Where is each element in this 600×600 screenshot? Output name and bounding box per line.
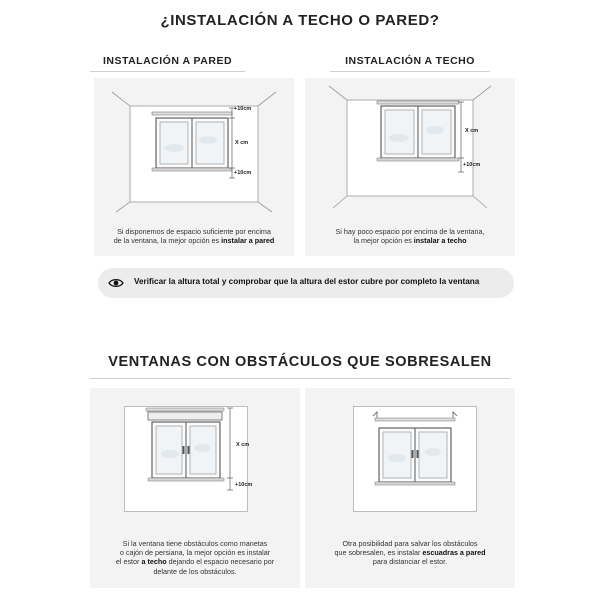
obstacle-ceiling-card: [90, 388, 300, 588]
ceiling-install-card: [305, 78, 515, 256]
page-title: ¿INSTALACIÓN A TECHO O PARED?: [160, 12, 440, 29]
obstacle-ceiling-caption: Si la ventana tiene obstáculos como manetas o cajón de persiana, la mejor opción es instalar el estor a techo dejando el espacio necesario por delante de los obstáculos.: [115, 539, 275, 576]
wall-install-caption: Si disponemos de espacio suficiente por encima de la ventana, la mejor opción es instalar a pared: [113, 227, 275, 246]
wall-install-card: [94, 78, 294, 256]
wall-install-subtitle: INSTALACIÓN A PARED: [102, 55, 233, 67]
obstacle-brackets-caption: Otra posibilidad para salvar los obstáculos que sobresalen, es instalar escuadras a pared para distanciar el estor.: [334, 539, 486, 567]
dim-label-top: +10cm: [234, 106, 252, 112]
dim-label-mid: X cm: [235, 140, 249, 146]
obstacle-ceiling-diagram: [124, 406, 248, 512]
dim-label-bottom: +10cm: [463, 162, 481, 168]
divider: [90, 71, 245, 72]
obstacle-brackets-panel: [353, 406, 477, 512]
obstacle-ceiling-panel: [124, 406, 248, 512]
verify-banner-text: Verificar la altura total y comprobar que la altura del estor cubre por completo la ventana: [134, 277, 480, 286]
verify-banner: [98, 268, 514, 298]
dim-label-bottom: +10cm: [234, 170, 252, 176]
ceiling-install-diagram: [305, 78, 515, 218]
ceiling-install-subtitle: INSTALACIÓN A TECHO: [345, 55, 475, 67]
divider: [90, 378, 510, 379]
obstacle-brackets-card: [305, 388, 515, 588]
divider: [330, 71, 490, 72]
obstacle-brackets-diagram: [353, 406, 477, 512]
dim-label-mid: X cm: [236, 442, 250, 448]
eye-icon: [108, 275, 124, 291]
dim-label-bottom: +10cm: [235, 482, 253, 488]
ceiling-install-caption: Si hay poco espacio por encima de la ventana, la mejor opción es instalar a techo: [335, 227, 485, 246]
wall-install-diagram: [94, 78, 294, 218]
dim-label-mid: X cm: [465, 128, 479, 134]
obstacles-title: VENTANAS CON OBSTÁCULOS QUE SOBRESALEN: [108, 354, 492, 370]
